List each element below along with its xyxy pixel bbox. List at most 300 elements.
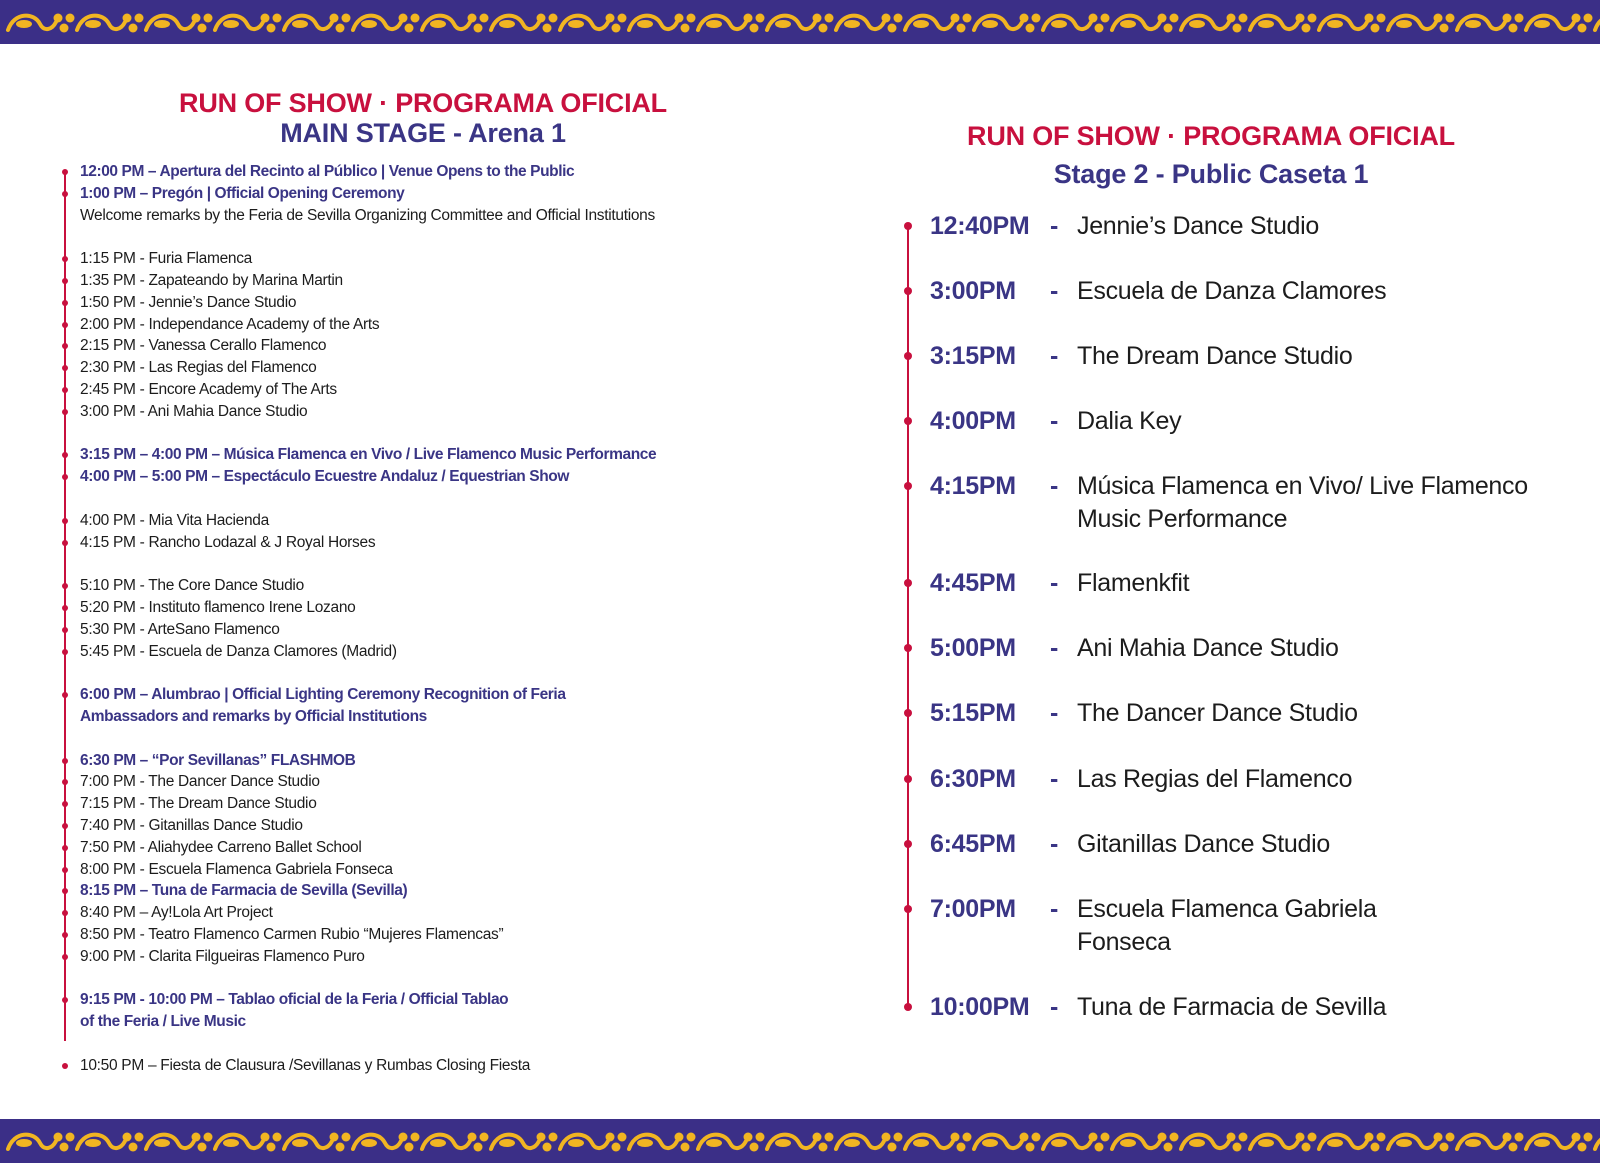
scroll-ornament-icon — [698, 16, 746, 30]
flower-petal-icon — [1572, 1133, 1581, 1142]
schedule-item-text: 2:15 PM - Vanessa Cerallo Flamenco — [80, 337, 327, 355]
leaf-ornament-icon — [223, 20, 239, 28]
timeline-dot-icon — [62, 779, 68, 785]
schedule-item-text: 12:00 PM – Apertura del Recinto al Público | Venue Opens to the Public — [80, 163, 575, 180]
entry-dash: - — [1050, 993, 1059, 1021]
timeline-dot-icon — [62, 1063, 68, 1069]
flower-petal-icon — [135, 14, 144, 23]
flower-petal-icon — [1164, 1143, 1173, 1152]
schedule-item-text: 5:30 PM - ArteSano Flamenco — [80, 620, 280, 638]
flower-petal-icon — [606, 14, 615, 23]
leaf-ornament-icon — [1327, 1139, 1343, 1147]
entry-act — [1077, 567, 1557, 600]
schedule-item — [80, 815, 780, 837]
leaf-ornament-icon — [1465, 20, 1481, 28]
leaf-ornament-icon — [1534, 20, 1550, 28]
scroll-ornament-icon — [422, 16, 470, 30]
timeline-dot-icon — [62, 627, 68, 633]
flower-petal-icon — [894, 14, 903, 23]
entry-act-line: Jennie’s Dance Studio — [1077, 212, 1320, 240]
spacer — [80, 553, 780, 575]
flower-petal-icon — [549, 14, 558, 23]
flower-petal-icon — [606, 1133, 615, 1142]
scroll-ornament-icon — [1526, 1135, 1574, 1149]
scroll-ornament-icon — [1388, 1135, 1436, 1149]
entry-time: 6:45PM — [930, 830, 1016, 858]
timeline-dot-icon — [904, 840, 912, 848]
timeline-dot-icon — [904, 905, 912, 913]
flower-petal-icon — [261, 14, 270, 23]
schedule-item — [80, 924, 780, 946]
timeline-dot-icon — [904, 709, 912, 717]
entry-act-line: The Dream Dance Studio — [1077, 342, 1353, 370]
flower-petal-icon — [330, 14, 339, 23]
flower-petal-icon — [1371, 24, 1380, 33]
scroll-ornament-icon — [836, 1135, 884, 1149]
flower-petal-icon — [888, 1143, 897, 1152]
entry-act — [1077, 763, 1557, 796]
leaf-ornament-icon — [154, 20, 170, 28]
schedule-item — [80, 1055, 780, 1077]
scroll-ornament-icon — [1250, 1135, 1298, 1149]
schedule-item-text: 7:15 PM - The Dream Dance Studio — [80, 795, 317, 813]
entry-act-line: The Dancer Dance Studio — [1077, 699, 1358, 727]
flower-petal-icon — [480, 14, 489, 23]
flower-petal-icon — [1239, 1133, 1248, 1142]
timeline-dot-icon — [62, 605, 68, 611]
flower-petal-icon — [399, 1133, 408, 1142]
flower-petal-icon — [888, 24, 897, 33]
timeline-dot-icon — [62, 758, 68, 764]
scroll-ornament-icon — [1595, 16, 1600, 30]
timeline-dot-icon — [62, 801, 68, 807]
flower-petal-icon — [405, 24, 414, 33]
flower-petal-icon — [60, 24, 69, 33]
timeline-line — [907, 226, 909, 1010]
flower-petal-icon — [411, 14, 420, 23]
flower-petal-icon — [819, 24, 828, 33]
flower-petal-icon — [957, 24, 966, 33]
flower-petal-icon — [1032, 1133, 1041, 1142]
flower-petal-icon — [1578, 1143, 1587, 1152]
flower-petal-icon — [819, 1143, 828, 1152]
schedule-item-text: 8:40 PM – Ay!Lola Art Project — [80, 904, 273, 922]
timeline-dot-icon — [62, 997, 68, 1003]
schedule-item — [80, 750, 780, 772]
timeline-dot-icon — [62, 583, 68, 589]
scroll-ornament-icon — [491, 1135, 539, 1149]
flower-petal-icon — [1101, 1133, 1110, 1142]
entry-dash: - — [1050, 634, 1059, 662]
flower-petal-icon — [54, 14, 63, 23]
stage2-header — [846, 117, 1576, 193]
entry-time: 4:00PM — [930, 407, 1016, 435]
entry-time: 4:15PM — [930, 472, 1016, 500]
flower-petal-icon — [681, 1143, 690, 1152]
flower-petal-icon — [1446, 1133, 1455, 1142]
schedule-item — [80, 466, 780, 488]
flower-petal-icon — [342, 1133, 351, 1142]
leaf-ornament-icon — [1327, 20, 1343, 28]
flower-petal-icon — [1515, 14, 1524, 23]
flower-petal-icon — [1509, 1143, 1518, 1152]
timeline-dot-icon — [62, 343, 68, 349]
flower-petal-icon — [468, 1133, 477, 1142]
entry-time: 10:00PM — [930, 993, 1030, 1021]
spacer — [80, 662, 780, 684]
flower-petal-icon — [1503, 1133, 1512, 1142]
schedule-item-text: 7:40 PM - Gitanillas Dance Studio — [80, 816, 303, 834]
leaf-ornament-icon — [1189, 1139, 1205, 1147]
leaf-ornament-icon — [1189, 20, 1205, 28]
leaf-ornament-icon — [1258, 1139, 1274, 1147]
schedule-item-text: 1:15 PM - Furia Flamenca — [80, 250, 252, 268]
entry-act-line: Gitanillas Dance Studio — [1077, 830, 1330, 858]
timeline-dot-icon — [62, 452, 68, 458]
leaf-ornament-icon — [85, 20, 101, 28]
flower-petal-icon — [399, 14, 408, 23]
schedule-item-text: 5:45 PM - Escuela de Danza Clamores (Madrid) — [80, 642, 397, 660]
leaf-ornament-icon — [775, 1139, 791, 1147]
entry-act — [1077, 893, 1557, 959]
scroll-ornament-icon — [560, 16, 608, 30]
flower-petal-icon — [123, 1133, 132, 1142]
schedule-item-text: 8:15 PM – Tuna de Farmacia de Sevilla (Sevilla) — [80, 882, 408, 900]
scroll-ornament-icon — [1457, 16, 1505, 30]
flower-petal-icon — [204, 1133, 213, 1142]
scroll-ornament-icon — [1388, 16, 1436, 30]
flower-petal-icon — [1164, 24, 1173, 33]
flower-petal-icon — [681, 24, 690, 33]
flower-petal-icon — [1377, 1133, 1386, 1142]
flower-petal-icon — [1296, 14, 1305, 23]
timeline-dot-icon — [62, 888, 68, 894]
schedule-item — [80, 793, 780, 815]
leaf-ornament-icon — [16, 20, 32, 28]
flower-petal-icon — [813, 1133, 822, 1142]
flower-petal-icon — [192, 14, 201, 23]
flower-petal-icon — [198, 1143, 207, 1152]
timeline-dot-icon — [62, 823, 68, 829]
flower-petal-icon — [675, 14, 684, 23]
spacer — [80, 226, 780, 248]
flower-petal-icon — [1302, 24, 1311, 33]
entry-time: 5:15PM — [930, 699, 1016, 727]
flower-petal-icon — [1227, 14, 1236, 23]
leaf-ornament-icon — [1120, 1139, 1136, 1147]
schedule-item-text: 2:45 PM - Encore Academy of The Arts — [80, 380, 337, 398]
timeline-dot-icon — [904, 644, 912, 652]
schedule-item-text: 9:15 PM - 10:00 PM – Tablao oficial de la Feria / Official Tablao — [80, 991, 509, 1009]
timeline-dot-icon — [904, 579, 912, 587]
flower-petal-icon — [1227, 1133, 1236, 1142]
schedule-item-text: 2:00 PM - Independance Academy of the Arts — [80, 315, 380, 333]
entry-act — [1077, 210, 1557, 243]
timeline-dot-icon — [62, 954, 68, 960]
timeline-dot-icon — [62, 692, 68, 698]
flower-petal-icon — [192, 1133, 201, 1142]
leaf-ornament-icon — [706, 20, 722, 28]
schedule-item-text: 4:15 PM - Rancho Lodazal & J Royal Horses — [80, 533, 376, 551]
scroll-ornament-icon — [560, 1135, 608, 1149]
flower-petal-icon — [1089, 14, 1098, 23]
scroll-ornament-icon — [1319, 1135, 1367, 1149]
flower-petal-icon — [1371, 1143, 1380, 1152]
spacer — [80, 967, 780, 989]
schedule-item — [80, 401, 780, 423]
entry-dash: - — [1050, 569, 1059, 597]
flower-petal-icon — [951, 1133, 960, 1142]
schedule-item-text: 7:00 PM - The Dancer Dance Studio — [80, 773, 320, 791]
leaf-ornament-icon — [430, 20, 446, 28]
schedule-item — [80, 684, 780, 706]
scroll-ornament-icon — [353, 16, 401, 30]
schedule-item — [80, 575, 780, 597]
flower-petal-icon — [618, 14, 627, 23]
scroll-ornament-icon — [146, 16, 194, 30]
flower-petal-icon — [123, 14, 132, 23]
flower-petal-icon — [612, 1143, 621, 1152]
schedule-item — [80, 532, 780, 554]
timeline-dot-icon — [62, 867, 68, 873]
flower-petal-icon — [1308, 14, 1317, 23]
schedule-item-text: Ambassadors and remarks by Official Institutions — [80, 707, 427, 725]
leaf-ornament-icon — [913, 1139, 929, 1147]
flower-petal-icon — [60, 1143, 69, 1152]
entry-act-line: Música Flamenca en Vivo/ Live Flamenco — [1077, 472, 1528, 500]
entry-dash: - — [1050, 765, 1059, 793]
scroll-ornament-icon — [1181, 16, 1229, 30]
entry-act — [1077, 697, 1557, 730]
flower-petal-icon — [612, 24, 621, 33]
schedule-item — [80, 946, 780, 968]
leaf-ornament-icon — [1120, 20, 1136, 28]
scroll-ornament-icon — [767, 1135, 815, 1149]
main-stage-header — [0, 88, 846, 148]
flower-petal-icon — [537, 1133, 546, 1142]
flower-petal-icon — [1026, 1143, 1035, 1152]
entry-dash: - — [1050, 699, 1059, 727]
flower-petal-icon — [1434, 14, 1443, 23]
entry-act-line: Escuela Flamenca Gabriela — [1077, 895, 1377, 923]
timeline-dot-icon — [62, 474, 68, 480]
flower-petal-icon — [1233, 24, 1242, 33]
schedule-item — [80, 335, 780, 357]
schedule-item-text: 4:00 PM – 5:00 PM – Espectáculo Ecuestre Andaluz / Equestrian Show — [80, 468, 569, 486]
leaf-ornament-icon — [292, 20, 308, 28]
timeline-dot-icon — [904, 775, 912, 783]
flower-petal-icon — [1434, 1133, 1443, 1142]
spacer — [80, 423, 780, 445]
timeline-dot-icon — [62, 169, 68, 175]
flower-petal-icon — [750, 24, 759, 33]
flower-petal-icon — [1020, 1133, 1029, 1142]
entry-time: 6:30PM — [930, 765, 1016, 793]
scroll-ornament-icon — [284, 16, 332, 30]
flower-petal-icon — [204, 14, 213, 23]
leaf-ornament-icon — [775, 20, 791, 28]
schedule-item — [80, 444, 780, 466]
flower-petal-icon — [411, 1133, 420, 1142]
schedule-item — [80, 183, 780, 205]
scroll-ornament-icon — [1526, 16, 1574, 30]
scroll-ornament-icon — [1595, 1135, 1600, 1149]
flower-petal-icon — [1365, 14, 1374, 23]
schedule-item-text: 6:00 PM – Alumbrao | Official Lighting Ceremony Recognition of Feria — [80, 686, 566, 704]
leaf-ornament-icon — [292, 1139, 308, 1147]
flower-petal-icon — [1095, 24, 1104, 33]
flower-petal-icon — [1032, 14, 1041, 23]
flower-petal-icon — [1170, 14, 1179, 23]
schedule-item-text: 8:00 PM - Escuela Flamenca Gabriela Fonseca — [80, 860, 393, 878]
scroll-ornament-icon — [905, 1135, 953, 1149]
entry-time: 7:00PM — [930, 895, 1016, 923]
scroll-ornament-icon — [215, 16, 263, 30]
schedule-item-text: 4:00 PM - Mia Vita Hacienda — [80, 511, 269, 529]
timeline-dot-icon — [62, 910, 68, 916]
entry-act-line: Las Regias del Flamenco — [1077, 765, 1353, 793]
schedule-item — [80, 357, 780, 379]
timeline-dot-icon — [62, 322, 68, 328]
scroll-ornament-icon — [422, 1135, 470, 1149]
flower-petal-icon — [1572, 14, 1581, 23]
entry-dash: - — [1050, 830, 1059, 858]
leaf-ornament-icon — [1396, 20, 1412, 28]
flower-petal-icon — [1578, 24, 1587, 33]
flower-petal-icon — [1440, 24, 1449, 33]
flower-petal-icon — [894, 1133, 903, 1142]
flower-petal-icon — [336, 24, 345, 33]
schedule-item — [80, 161, 780, 183]
spacer — [80, 1033, 780, 1055]
flower-petal-icon — [1503, 14, 1512, 23]
flower-petal-icon — [687, 1133, 696, 1142]
leaf-ornament-icon — [499, 1139, 515, 1147]
scroll-ornament-icon — [284, 1135, 332, 1149]
scroll-ornament-icon — [1181, 1135, 1229, 1149]
flower-petal-icon — [756, 1133, 765, 1142]
leaf-ornament-icon — [568, 20, 584, 28]
flower-petal-icon — [1296, 1133, 1305, 1142]
entry-act-line: Music Performance — [1077, 505, 1288, 533]
leaf-ornament-icon — [1534, 1139, 1550, 1147]
flower-petal-icon — [744, 14, 753, 23]
schedule-item — [80, 248, 780, 270]
schedule-item — [80, 641, 780, 663]
schedule-item — [80, 597, 780, 619]
flower-petal-icon — [1584, 1133, 1593, 1142]
flower-petal-icon — [1446, 14, 1455, 23]
flower-petal-icon — [1302, 1143, 1311, 1152]
timeline-dot-icon — [62, 256, 68, 262]
entry-act — [1077, 991, 1557, 1024]
scroll-ornament-icon — [8, 16, 56, 30]
entry-dash: - — [1050, 895, 1059, 923]
schedule-item — [80, 989, 780, 1011]
scroll-ornament-icon — [1043, 1135, 1091, 1149]
flower-petal-icon — [813, 14, 822, 23]
schedule-item — [80, 837, 780, 859]
timeline-dot-icon — [62, 518, 68, 524]
leaf-ornament-icon — [1465, 1139, 1481, 1147]
top-ornamental-border — [0, 0, 1600, 44]
scroll-ornament-icon — [77, 16, 125, 30]
schedule-item-text: 7:50 PM - Aliahydee Carreno Ballet School — [80, 838, 362, 856]
flower-petal-icon — [951, 14, 960, 23]
schedule-item — [80, 619, 780, 641]
leaf-ornament-icon — [223, 1139, 239, 1147]
flower-petal-icon — [957, 1143, 966, 1152]
scroll-ornament-icon — [215, 1135, 263, 1149]
timeline-dot-icon — [62, 845, 68, 851]
schedule-item-text: 1:35 PM - Zapateando by Marina Martin — [80, 271, 343, 289]
stage2-title: RUN OF SHOW · PROGRAMA OFICIAL — [967, 121, 1455, 151]
flower-petal-icon — [405, 1143, 414, 1152]
scroll-ornament-icon — [1112, 1135, 1160, 1149]
entry-act-line: Fonseca — [1077, 928, 1171, 956]
scroll-ornament-icon — [905, 16, 953, 30]
entry-act-line: Flamenkfit — [1077, 569, 1190, 597]
entry-act-line: Ani Mahia Dance Studio — [1077, 634, 1339, 662]
flower-petal-icon — [480, 1133, 489, 1142]
timeline-dot-icon — [62, 540, 68, 546]
entry-time: 5:00PM — [930, 634, 1016, 662]
timeline-dot-icon — [904, 222, 912, 230]
timeline-dot-icon — [62, 932, 68, 938]
entry-time: 3:00PM — [930, 277, 1016, 305]
main-stage-title: RUN OF SHOW · PROGRAMA OFICIAL — [179, 88, 667, 118]
flower-petal-icon — [1020, 14, 1029, 23]
scroll-ornament-icon — [1319, 16, 1367, 30]
scroll-ornament-icon — [974, 16, 1022, 30]
flower-petal-icon — [1308, 1133, 1317, 1142]
leaf-ornament-icon — [844, 1139, 860, 1147]
leaf-ornament-icon — [1396, 1139, 1412, 1147]
scroll-ornament-icon — [836, 16, 884, 30]
timeline-dot-icon — [904, 287, 912, 295]
leaf-ornament-icon — [361, 1139, 377, 1147]
schedule-item-text: 2:30 PM - Las Regias del Flamenco — [80, 359, 317, 377]
flower-petal-icon — [1101, 14, 1110, 23]
entry-dash: - — [1050, 472, 1059, 500]
schedule-item-text: 3:00 PM - Ani Mahia Dance Studio — [80, 402, 308, 420]
entry-time: 4:45PM — [930, 569, 1016, 597]
flower-petal-icon — [273, 1133, 282, 1142]
scroll-ornament-icon — [1043, 16, 1091, 30]
scroll-ornament-icon — [974, 1135, 1022, 1149]
main-stage-schedule — [80, 161, 780, 1076]
leaf-ornament-icon — [568, 1139, 584, 1147]
scroll-ornament-icon — [77, 1135, 125, 1149]
flower-petal-icon — [618, 1133, 627, 1142]
schedule-item-text: 1:50 PM - Jennie’s Dance Studio — [80, 293, 297, 311]
timeline-dot-icon — [62, 300, 68, 306]
scroll-ornament-icon — [353, 1135, 401, 1149]
entry-act-line: Dalia Key — [1077, 407, 1182, 435]
flower-petal-icon — [129, 1143, 138, 1152]
scroll-ornament-icon — [767, 16, 815, 30]
flower-petal-icon — [825, 14, 834, 23]
flower-petal-icon — [549, 1133, 558, 1142]
leaf-ornament-icon — [913, 20, 929, 28]
entry-act — [1077, 632, 1557, 665]
leaf-ornament-icon — [499, 20, 515, 28]
entry-act — [1077, 405, 1557, 438]
schedule-item-text: 3:15 PM – 4:00 PM – Música Flamenca en Vivo / Live Flamenco Music Performance — [80, 446, 657, 464]
entry-dash: - — [1050, 342, 1059, 370]
leaf-ornament-icon — [982, 1139, 998, 1147]
flower-petal-icon — [474, 1143, 483, 1152]
